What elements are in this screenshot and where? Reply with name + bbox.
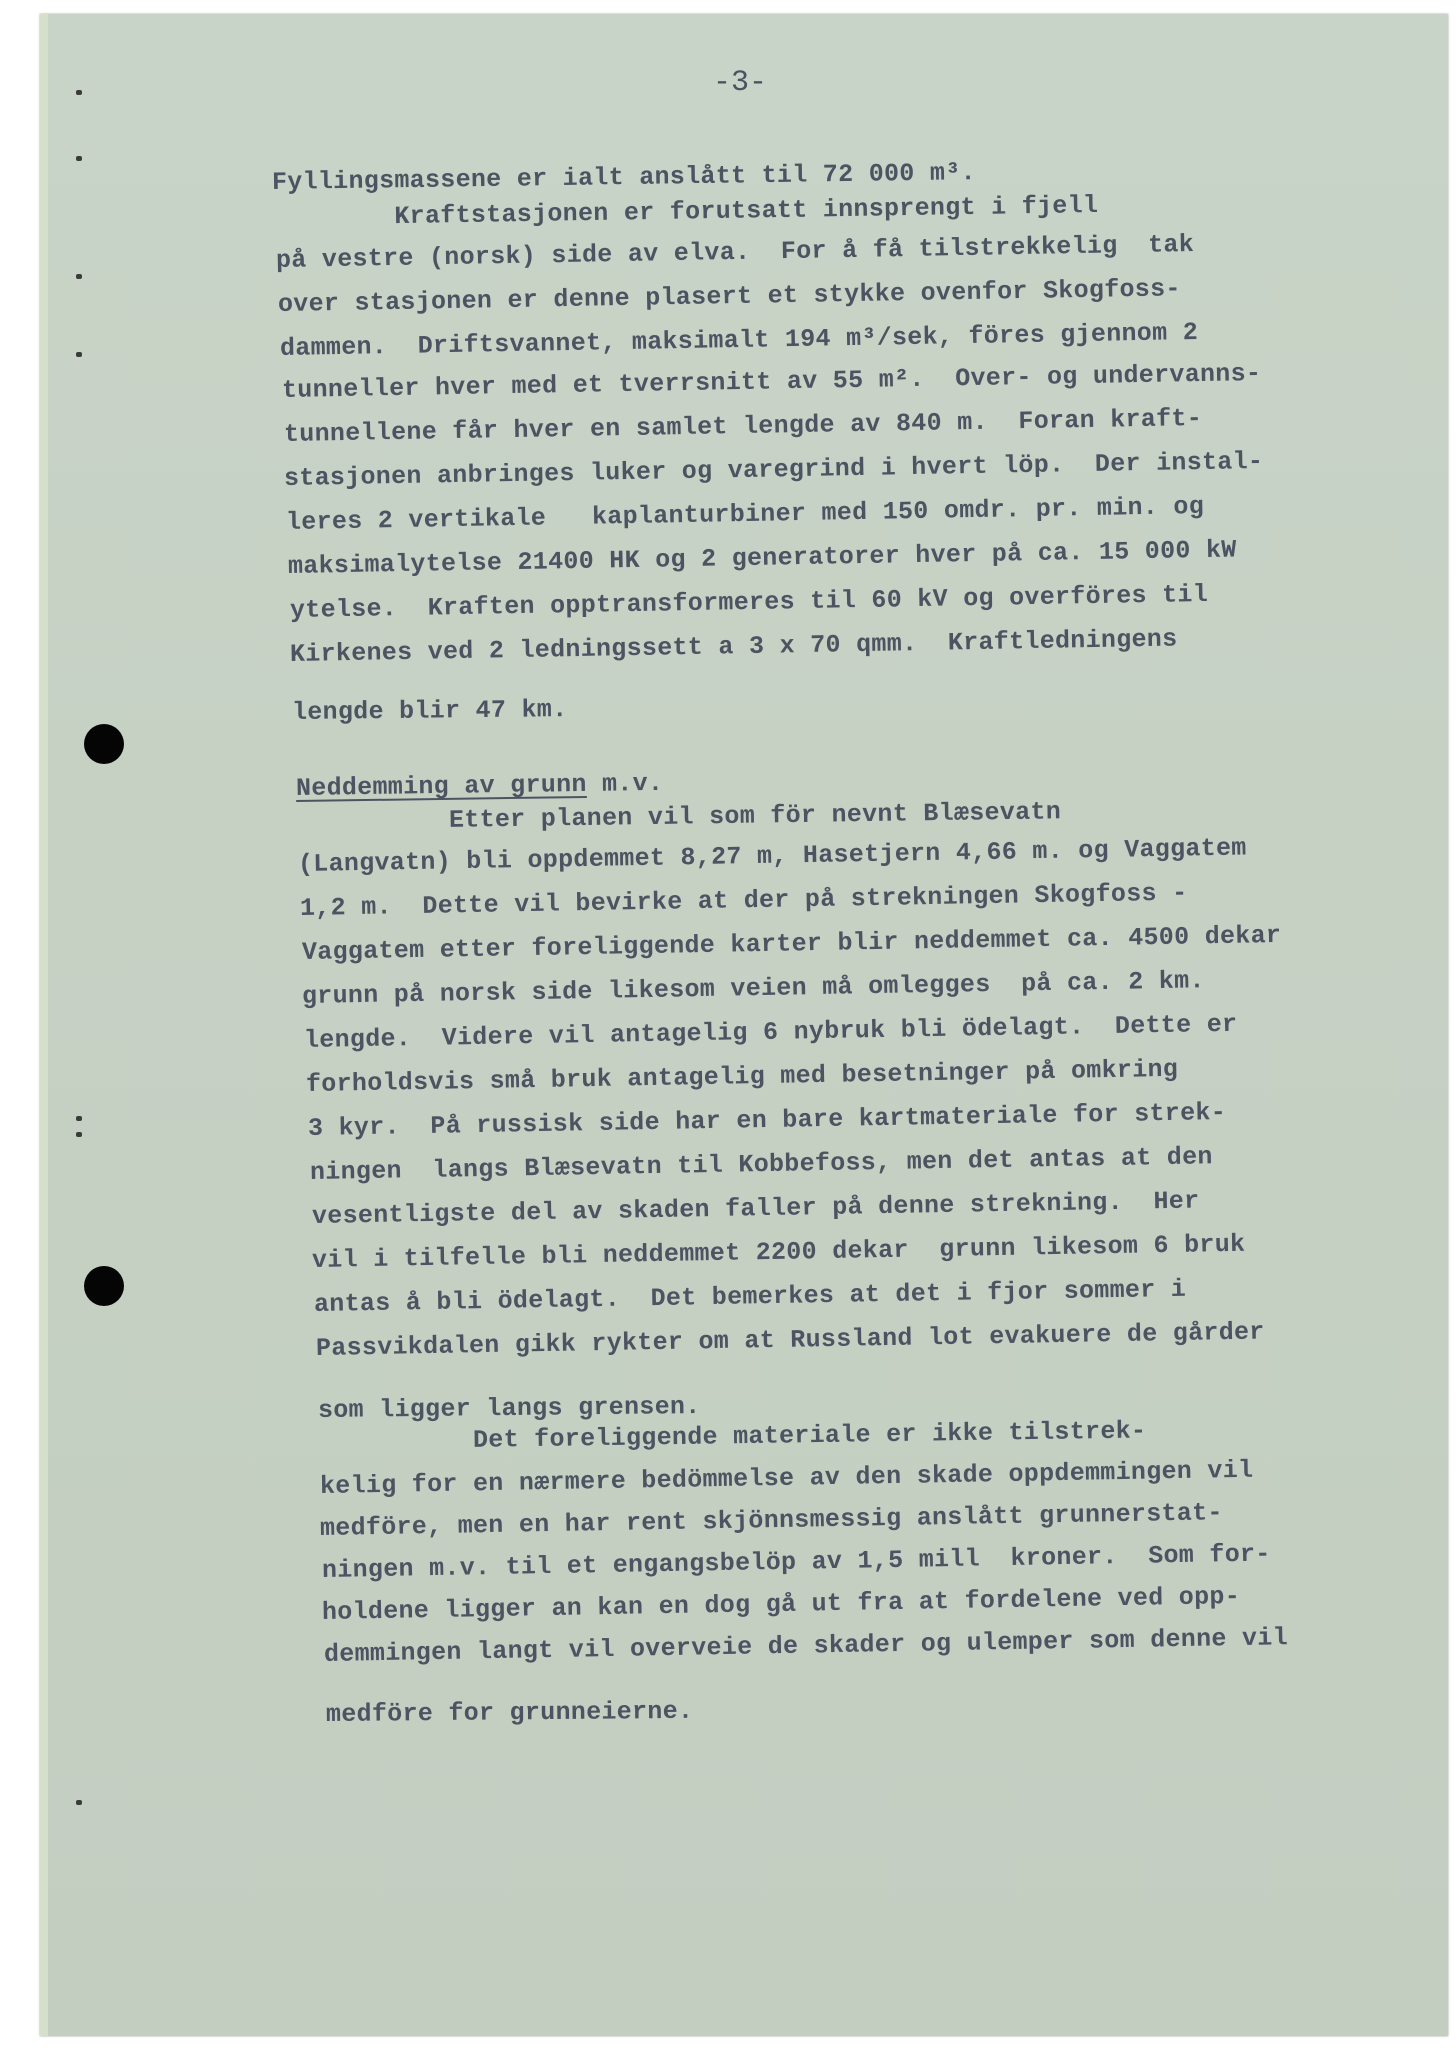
punch-hole (84, 724, 124, 764)
edge-mark (76, 1116, 82, 1121)
text-line: 1,2 m. Dette vil bevirke at der på strekningen Skogfoss - (299, 878, 1188, 923)
text-line: vil i tilfelle bli neddemmet 2200 dekar grunn likesom 6 bruk (311, 1229, 1246, 1275)
text-line: lengde blir 47 km. (291, 695, 568, 727)
text-line: Fyllingsmassene er ialt anslått til 72 000 m³. (271, 158, 977, 197)
text-line: ytelse. Kraften opptransformeres til 60 kV og overföres til (289, 579, 1209, 625)
text-line: over stasjonen er denne plasert et stykke ovenfor Skogfoss- (277, 274, 1181, 319)
text-line: demmingen langt vil overveie de skader og ulemper som denne vil (323, 1623, 1289, 1669)
text-line: antas å bli ödelagt. Det bemerkes at det i fjor sommer i (313, 1274, 1187, 1319)
text-line: Det foreliggende materiale er ikke tilstrek- (319, 1416, 1147, 1457)
text-line: vesentligste del av skaden faller på denne strekning. Her (311, 1186, 1200, 1231)
text-line: kelig for en nærmere bedömmelse av den skade oppdemmingen vil (319, 1455, 1254, 1501)
edge-mark (76, 274, 82, 279)
text-line: ningen m.v. til et engangsbelöp av 1,5 mill kroner. Som for- (321, 1539, 1271, 1585)
text-line: Etter planen vil som för nevnt Blæsevatn (295, 797, 1062, 837)
text-line: (Langvatn) bli oppdemmet 8,27 m, Hasetjern 4,66 m. og Vaggatem (297, 833, 1247, 879)
edge-mark (76, 1132, 82, 1137)
text-line: stasjonen anbringes luker og varegrind i hvert löp. Der instal- (283, 446, 1264, 493)
text-line: dammen. Driftsvannet, maksimalt 194 m³/sek, föres gjennom 2 (279, 317, 1199, 363)
text-line: grunn på norsk side likesom veien må omlegges på ca. 2 km. (301, 966, 1205, 1011)
edge-mark (76, 156, 82, 161)
page-number: -3- (712, 66, 767, 100)
text-line: forholdsvis små bruk antagelig med besetninger på omkring (305, 1054, 1179, 1099)
text-line: tunnellene får hver en samlet lengde av 840 m. Foran kraft- (283, 403, 1203, 449)
text-line: Passvikdalen gikk rykter om at Russland lot evakuere de gårder (315, 1317, 1265, 1363)
text-line: Kirkenes ved 2 ledningssett a 3 x 70 qmm. Kraftledningens (289, 624, 1178, 669)
text-line: medföre for grunneierne. (325, 1696, 694, 1729)
text-line: holdene ligger an kan en dog gå ut fra at fordelene ved opp- (321, 1581, 1241, 1627)
text-line: ningen langs Blæsevatn til Kobbefoss, men det antas at den (309, 1142, 1213, 1187)
text-line: maksimalytelse 21400 HK og 2 generatorer hver på ca. 15 000 kW (287, 535, 1237, 581)
section-heading-suffix: m.v. (586, 768, 664, 799)
text-line: medföre, men en har rent skjönnsmessig anslått grunnerstat- (319, 1498, 1223, 1543)
section-heading: Neddemming av grunn (295, 769, 587, 803)
text-line: Vaggatem etter foreliggende karter blir neddemmet ca. 4500 dekar (301, 920, 1282, 967)
edge-mark (76, 352, 82, 357)
text-line: leres 2 vertikale kaplanturbiner med 150 omdr. pr. min. og (285, 491, 1205, 537)
text-line: Kraftstasjonen er forutsatt innsprengt i fjell (271, 191, 1099, 233)
text-line: tunneller hver med et tverrsnitt av 55 m². Over- og undervanns- (281, 358, 1262, 405)
edge-mark (76, 1800, 82, 1805)
text-line: lengde. Videre vil antagelig 6 nybruk bli ödelagt. Dette er (303, 1009, 1238, 1055)
section-heading-row (296, 769, 664, 803)
text-line: som ligger langs grensen. (317, 1391, 701, 1425)
text-line: på vestre (norsk) side av elva. For å få tilstrekkelig tak (275, 229, 1195, 275)
text-line: 3 kyr. På russisk side har en bare kartmateriale for strek- (307, 1097, 1227, 1143)
punch-hole (84, 1266, 124, 1306)
